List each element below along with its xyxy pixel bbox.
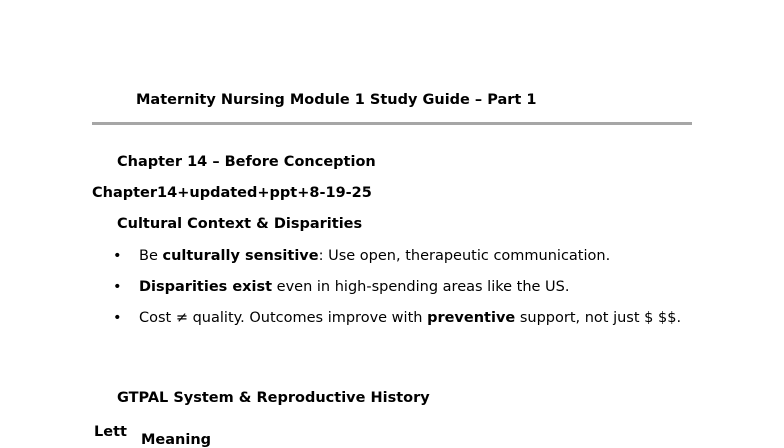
bullet-text-post: support, not just $ $$. — [515, 310, 682, 326]
bullet-marker: • — [113, 310, 122, 326]
list-item — [113, 246, 713, 267]
bullet-marker: • — [113, 248, 122, 264]
bullet-marker: • — [113, 279, 122, 295]
title-divider — [92, 122, 692, 125]
chapter-heading: Chapter 14 – Before Conception — [117, 154, 376, 170]
bullet-text-post: even in high-spending areas like the US. — [272, 279, 570, 295]
table-header-meaning: Meaning — [141, 432, 212, 448]
bullet-list — [113, 246, 713, 339]
bullet-text-bold: culturally sensitive — [162, 248, 319, 264]
table-header-letter: Lett — [94, 424, 127, 440]
bullet-text-pre: Cost ≠ quality. Outcomes improve with — [139, 310, 428, 326]
list-item — [113, 308, 713, 329]
bullet-text-post: : Use open, therapeutic communication. — [318, 248, 611, 264]
section-heading-gtpal: GTPAL System & Reproductive History — [117, 390, 430, 406]
bullet-text-pre: Be — [139, 248, 163, 264]
document-title: Maternity Nursing Module 1 Study Guide – Part 1 — [136, 92, 537, 108]
ppt-link[interactable]: Chapter14+updated+ppt+8-19-25 — [92, 185, 372, 201]
bullet-text-bold: preventive — [427, 310, 516, 326]
bullet-text-bold: Disparities exist — [139, 279, 273, 295]
list-item — [113, 277, 713, 298]
section-heading-cultural: Cultural Context & Disparities — [117, 216, 363, 232]
